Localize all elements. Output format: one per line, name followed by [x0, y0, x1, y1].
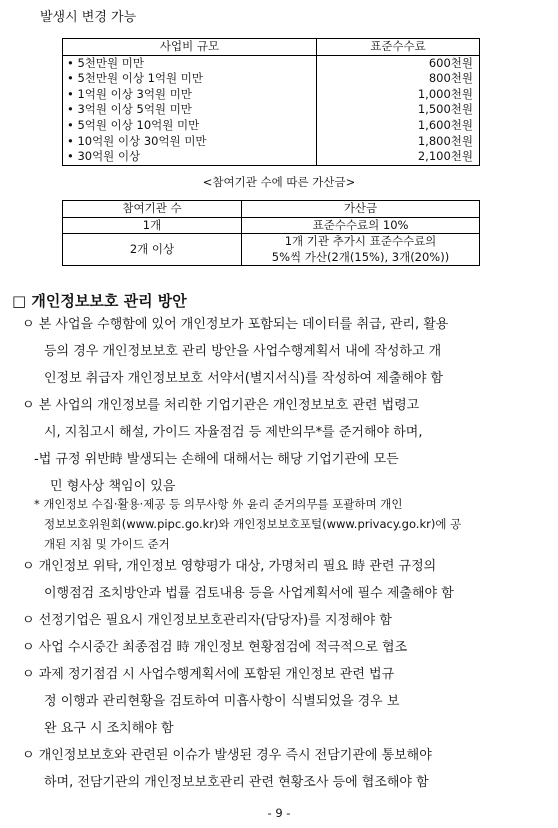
- note-line: 개된 지침 및 가이드 준거: [44, 537, 170, 551]
- body-line: 이행점검 조치방안과 법률 검토내용 등을 사업계획서에 필수 제출해야 함: [44, 586, 454, 601]
- surcharge-value-line: 1개 기관 추가시 표준수수료의: [284, 234, 437, 248]
- body-line: 시, 지침고시 해설, 가이드 자율점검 등 제반의무*를 준거해야 하며,: [44, 425, 423, 440]
- fee-row-scale: • 10억원 이상 30억원 미만: [67, 133, 207, 148]
- surcharge-caption: <참여기관 수에 따른 가산금>: [202, 175, 356, 189]
- fee-header-fee: 표준수수료: [317, 39, 480, 56]
- body-line: ㅇ 개인정보 위탁, 개인정보 영향평가 대상, 가명처리 필요 時 관련 규정의: [22, 559, 437, 574]
- surcharge-table: [62, 200, 480, 266]
- body-line: 완 요구 시 조치해야 함: [44, 721, 174, 736]
- body-line: ㅇ 본 사업의 개인정보를 처리한 기업기관은 개인정보보호 관련 법령고: [22, 398, 420, 413]
- fee-row-scale: • 30억원 이상: [67, 149, 141, 164]
- surcharge-count: 2개 이상: [63, 234, 242, 266]
- fee-row-value: 800천원: [317, 71, 480, 87]
- fee-row-scale: • 5억원 이상 10억원 미만: [67, 117, 200, 132]
- fee-table: [62, 38, 480, 166]
- note-line: 정보보호위원회(www.pipc.go.kr)와 개인정보보호포털(www.privacy.go.kr)에 공: [44, 517, 462, 531]
- section-marker: □: [12, 292, 27, 310]
- body-line: 인정보 취급자 개인정보보호 서약서(별지서식)를 작성하여 제출해야 함: [44, 371, 444, 386]
- section-heading: [12, 290, 187, 311]
- body-line: 하며, 전담기관의 개인정보보호관리 관련 현황조사 등에 협조해야 함: [44, 775, 429, 790]
- fee-row-scale: • 5천만원 이상 1억원 미만: [67, 71, 204, 86]
- body-line: ㅇ 개인정보보호와 관련된 이슈가 발생된 경우 즉시 전담기관에 통보해야: [22, 748, 432, 763]
- surcharge-value: 표준수수료의 10%: [242, 217, 480, 234]
- body-line: ㅇ 본 사업을 수행함에 있어 개인정보가 포함되는 데이터를 취급, 관리, 활용: [22, 317, 449, 332]
- fee-row-scale: • 5천만원 미만: [67, 55, 144, 70]
- section-title: 개인정보보호 관리 방안: [31, 292, 187, 310]
- body-line: ㅇ 선정기업은 필요시 개인정보보호관리자(담당자)를 지정해야 함: [22, 613, 392, 628]
- fee-row-scale: • 3억원 이상 5억원 미만: [67, 102, 192, 117]
- fee-row-value: 2,100천원: [317, 149, 480, 165]
- surcharge-value: [242, 234, 480, 266]
- body-line: 정 이행과 관리현황을 검토하여 미흡사항이 식별되었을 경우 보: [44, 694, 400, 709]
- page-number: - 9 -: [267, 806, 291, 820]
- fee-row-scale: • 1억원 이상 3억원 미만: [67, 86, 192, 101]
- body-line: 민 형사상 책임이 있음: [50, 479, 176, 494]
- fee-row-value: 1,000천원: [317, 87, 480, 103]
- body-line: 등의 경우 개인정보보호 관리 방안을 사업수행계획서 내에 작성하고 개: [44, 344, 442, 359]
- surcharge-header-value: 가산금: [242, 201, 480, 218]
- fee-row-value: 600천원: [317, 55, 480, 71]
- surcharge-header-count: 참여기관 수: [63, 201, 242, 218]
- body-line: ㅇ 과제 정기점검 시 사업수행계획서에 포함된 개인정보 관련 법규: [22, 667, 395, 682]
- body-line: -법 규정 위반時 발생되는 손해에 대해서는 해당 기업기관에 모든: [34, 452, 399, 467]
- body-block-1: [22, 311, 542, 500]
- note-block: [34, 494, 461, 554]
- surcharge-count: 1개: [63, 217, 242, 234]
- surcharge-value-line: 5%씩 가산(2개(15%), 3개(20%)): [271, 249, 450, 264]
- intro-line: 발생시 변경 가능: [40, 10, 137, 25]
- fee-header-scale: 사업비 규모: [63, 39, 317, 56]
- fee-row-value: 1,500천원: [317, 102, 480, 118]
- body-line: ㅇ 사업 수시중간 최종점검 時 개인정보 현황점검에 적극적으로 협조: [22, 640, 408, 655]
- fee-row-value: 1,600천원: [317, 118, 480, 134]
- body-block-2: [22, 553, 552, 796]
- fee-row-value: 1,800천원: [317, 134, 480, 150]
- note-line: * 개인정보 수집·활용·제공 등 의무사항 外 윤리 준거의무를 포괄하며 개인: [34, 497, 403, 511]
